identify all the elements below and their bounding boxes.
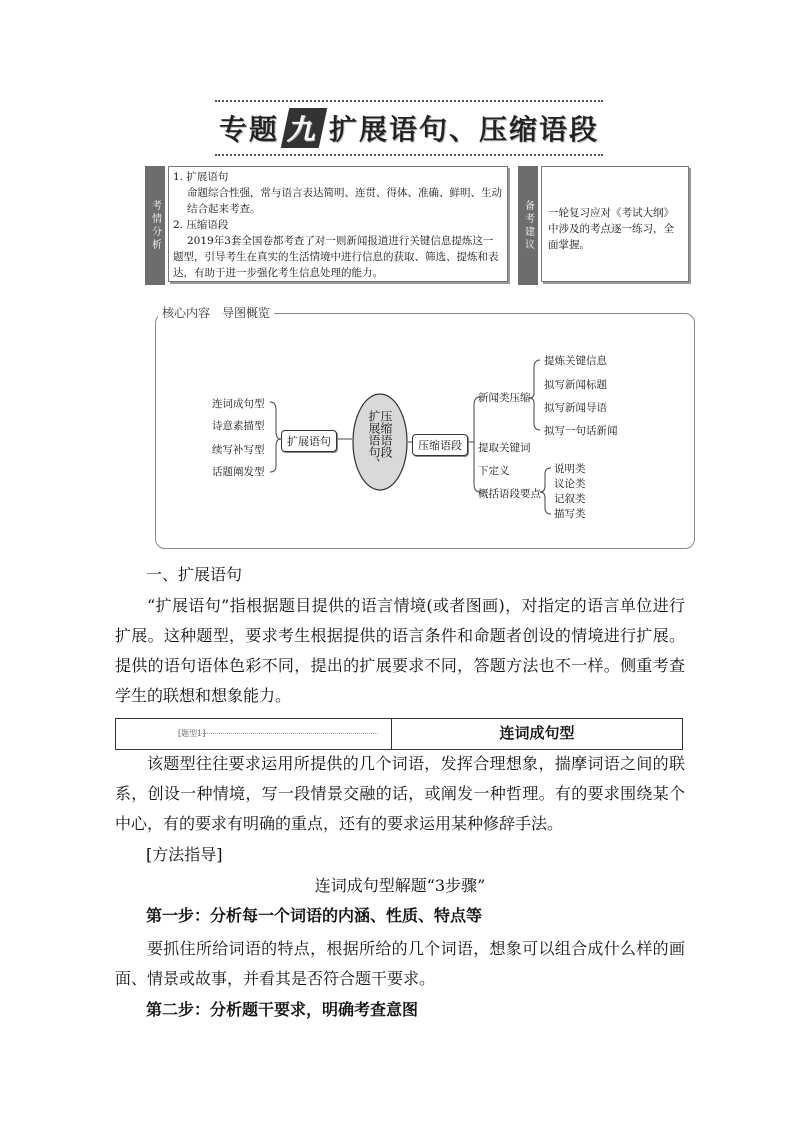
node-compress: 压缩语段 — [412, 434, 468, 456]
news-item-extract: 提炼关键信息 — [544, 355, 607, 367]
step1-title: 第一步：分析每一个词语的内涵、性质、特点等 — [146, 906, 483, 925]
tag-dots — [198, 733, 378, 734]
node-news: 新闻类压缩 — [478, 392, 531, 404]
type-continue-write: 续写补写型 — [212, 444, 265, 456]
type-connect-words: 连词成句型 — [212, 398, 265, 410]
summary-item-narrate: 记叙类 — [554, 493, 586, 505]
news-item-lead: 拟写新闻导语 — [544, 402, 607, 414]
summary-item-describe: 描写类 — [554, 508, 586, 520]
step1-text: 要抓住所给词语的特点，根据所给的几个词语，想象可以组合成什么样的画面、情景或故事，并看其是否符合题干要求。 — [115, 939, 685, 988]
node-keywords: 提取关键词 — [478, 442, 531, 454]
mind-map-label: 核心内容 导图概览 — [158, 304, 274, 321]
info-heading-expand: 1. 扩展语句 — [173, 171, 229, 183]
info-heading-compress: 2. 压缩语段 — [173, 219, 229, 231]
section-heading: 一、扩展语句 — [146, 565, 243, 584]
info-text-compress: 2019年3套全国卷都考查了对一则新闻报道进行关键信息提炼这一题型，引导考生在真实的生活情境中进行信息的获取、筛选、提炼和表达，有助于进一步强化考生信息处理的能力。 — [173, 235, 499, 279]
type-description: 该题型往往要求运用所提供的几个词语，发挥合理想象，揣摩词语之间的联系，创设一种情境，写一段情景交融的话，或阐发一种哲理。有的要求围绕某个中心，有的要求有明确的重点，还有的要求运用某种修辞手法。 — [115, 754, 685, 833]
prep-advice-text: 一轮复习应对《考试大纲》中涉及的考点逐一练习，全面掌握。 — [548, 207, 674, 251]
title-main: 扩展语句、压缩语段 — [329, 113, 600, 146]
news-item-oneline: 拟写一句话新闻 — [544, 425, 618, 437]
question-type-table — [115, 718, 683, 750]
title-prefix: 专题 — [218, 113, 279, 146]
method-subtitle: 连词成句型解题“3步骤” — [314, 876, 486, 895]
type-topic-elaborate: 话题阐发型 — [212, 466, 265, 478]
center-text-right: 压缩语段 — [379, 410, 393, 458]
section-intro: “扩展语句”指根据题目提供的语言情境(或者图画)，对指定的语言单位进行扩展。这种题型，要求考生根据提供的语言条件和命题者创设的情境进行扩展。提供的语句语体色彩不同，提出的扩展要求不同，答题方法也不一样。侧重考查学生的联想和想象能力。 — [115, 596, 685, 705]
prep-advice-label: 备考建议 — [522, 199, 534, 252]
type-name: 连词成句型 — [499, 724, 575, 742]
info-text-expand: 命题综合性强，常与语言表达简明、连贯、得体、准确、鲜明、生动结合起来考查。 — [187, 187, 502, 215]
title-number: 九 — [281, 108, 328, 148]
summary-item-argue: 议论类 — [554, 478, 586, 490]
center-text-left: 扩展语句、 — [367, 410, 381, 470]
node-summary: 概括语段要点 — [478, 488, 541, 500]
type-tag-cell — [116, 719, 392, 749]
news-item-headline: 拟写新闻标题 — [544, 379, 607, 391]
node-define: 下定义 — [478, 465, 510, 477]
type-tag: [题型1] — [178, 729, 206, 738]
method-label: [方法指导] — [146, 845, 223, 864]
exam-analysis-label: 考情分析 — [149, 199, 161, 252]
step2-title: 第二步：分析题干要求，明确考查意图 — [146, 1000, 419, 1019]
type-poetic-sketch: 诗意素描型 — [212, 420, 265, 432]
node-expand: 扩展语句 — [281, 430, 337, 452]
summary-item-explain: 说明类 — [554, 463, 586, 475]
